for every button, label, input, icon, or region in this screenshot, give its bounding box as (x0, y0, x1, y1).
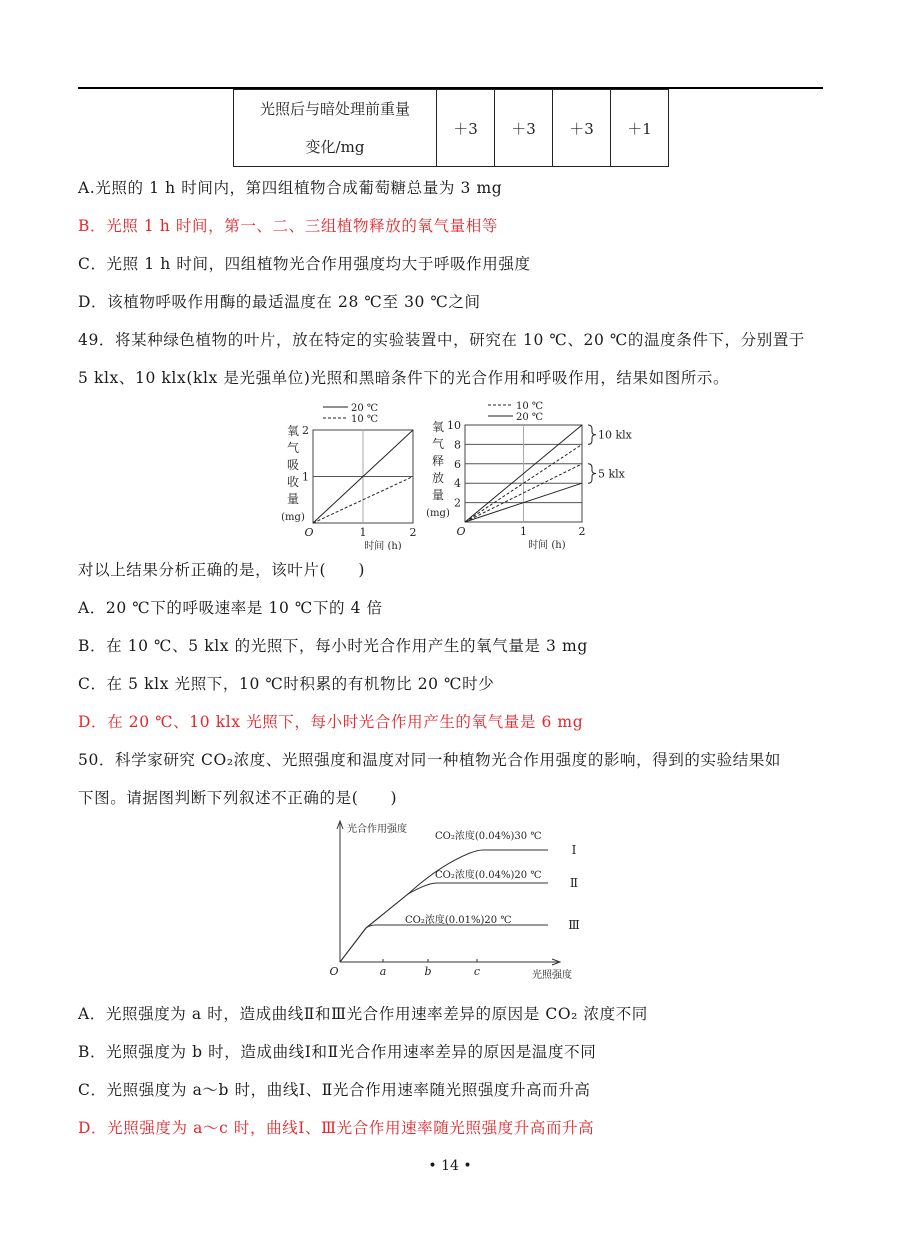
curve-number: Ⅱ (569, 876, 579, 890)
q50-stem-line1: 50．科学家研究 CO₂浓度、光照强度和温度对同一种植物光合作用强度的影响，得到的实验结果如 (78, 751, 782, 769)
x-tick-label: c (473, 965, 481, 978)
y-tick-label: 10 (447, 419, 461, 432)
q48-option-d: D．该植物呼吸作用酶的最适温度在 28 ℃至 30 ℃之间 (78, 293, 481, 311)
brace-icon (588, 464, 596, 483)
legend-label: 20 ℃ (516, 412, 544, 423)
chart-oxygen-absorption (275, 395, 435, 550)
x-axis-label: 时间 (h) (364, 541, 402, 550)
q49-option-d: D．在 20 ℃、10 klx 光照下，每小时光合作用产生的氧气量是 6 mg (78, 713, 584, 731)
x-axis-label: 时间 (h) (528, 540, 566, 550)
y-axis-label-char: 吸 (286, 458, 300, 472)
curve-label: CO₂浓度(0.04%)20 ℃ (435, 870, 542, 881)
q48-option-c: C．光照 1 h 时间，四组植物光合作用强度均大于呼吸作用强度 (78, 255, 531, 273)
q49-option-c: C．在 5 klx 光照下，10 ℃时积累的有机物比 20 ℃时少 (78, 675, 495, 693)
y-axis-label-char: 放 (431, 471, 445, 485)
table-row (234, 90, 669, 167)
q50-option-b: B．光照强度为 b 时，造成曲线Ⅰ和Ⅱ光合作用速率差异的原因是温度不同 (78, 1043, 597, 1061)
curve-label: CO₂浓度(0.04%)30 ℃ (435, 831, 542, 842)
y-tick-label: 2 (454, 496, 461, 510)
y-tick-label: 4 (454, 477, 461, 491)
y-tick-label: 6 (454, 457, 461, 471)
brace-icon (588, 425, 596, 444)
y-axis-label-unit: (mg) (426, 508, 450, 519)
x-tick-label: 2 (409, 526, 417, 539)
curve-1 (340, 850, 548, 962)
legend-label: 10 ℃ (516, 401, 544, 412)
q49-stem-line1: 49．将某种绿色植物的叶片，放在特定的实验装置中，研究在 10 ℃、20 ℃的温度条件下，分别置于 (78, 331, 806, 349)
origin-label: O (304, 526, 314, 539)
q49-option-b: B．在 10 ℃、5 klx 的光照下，每小时光合作用产生的氧气量是 3 mg (78, 637, 588, 655)
q48-option-a: A.光照的 1 h 时间内，第四组植物合成葡萄糖总量为 3 mg (78, 179, 503, 197)
y-axis-label-unit: (mg) (281, 512, 305, 523)
q50-option-c: C．光照强度为 a～b 时，曲线Ⅰ、Ⅱ光合作用速率随光照强度升高而升高 (78, 1081, 591, 1099)
q50-stem-line2: 下图。请据图判断下列叙述不正确的是( ) (78, 789, 398, 807)
y-axis-label-char: 收 (286, 475, 300, 489)
table-cell: ＋3 (437, 90, 495, 167)
y-axis-label-char: 氧 (286, 424, 300, 438)
annotation-label: 5 klx (598, 467, 625, 481)
y-axis-label-char: 释 (431, 454, 445, 468)
y-axis-label-char: 量 (431, 488, 445, 502)
q49-stem-line2: 5 klx、10 klx(klx 是光强单位)光照和黑暗条件下的光合作用和呼吸作用，结果如图所示。 (78, 369, 730, 387)
y-axis-label: 光合作用强度 (347, 824, 407, 835)
page-number: • 14 • (428, 1158, 472, 1174)
x-tick-label: b (424, 965, 432, 978)
row-header-line2: 变化/mg (305, 138, 365, 156)
x-tick-label: 2 (578, 525, 586, 538)
annotation-label: 10 klx (598, 428, 632, 442)
q48-option-b: B．光照 1 h 时间，第一、二、三组植物释放的氧气量相等 (78, 217, 498, 235)
table-cell: ＋3 (495, 90, 553, 167)
origin-label: O (329, 965, 339, 978)
q50-option-d: D．光照强度为 a～c 时，曲线Ⅰ、Ⅲ光合作用速率随光照强度升高而升高 (78, 1119, 595, 1137)
x-tick-label: 1 (520, 525, 527, 538)
y-axis-label-char: 气 (286, 441, 300, 455)
curve-number: Ⅲ (568, 918, 580, 932)
y-axis-label-char: 氧 (431, 420, 445, 434)
table-row-header (234, 90, 437, 167)
row-header-line1: 光照后与暗处理前重量 (259, 100, 410, 118)
y-axis-label-char: 量 (286, 492, 300, 506)
x-tick-label: 1 (359, 526, 367, 539)
curve-label: CO₂浓度(0.01%)20 ℃ (405, 915, 512, 926)
legend-label: 10 ℃ (351, 414, 379, 425)
curve-3 (340, 925, 548, 962)
data-table (233, 89, 669, 167)
table-cell: ＋1 (611, 90, 669, 167)
q49-prompt: 对以上结果分析正确的是，该叶片( ) (78, 561, 365, 579)
y-tick-label: 8 (454, 438, 461, 452)
chart-oxygen-release (420, 395, 635, 550)
x-tick-label: a (379, 965, 387, 978)
q50-option-a: A．光照强度为 a 时，造成曲线Ⅱ和Ⅲ光合作用速率差异的原因是 CO₂ 浓度不同 (78, 1005, 648, 1023)
curve-number: Ⅰ (571, 843, 577, 857)
y-tick-label: 1 (302, 470, 309, 484)
y-tick-label: 2 (302, 424, 309, 437)
q49-option-a: A．20 ℃下的呼吸速率是 10 ℃下的 4 倍 (78, 599, 383, 617)
chart-photosynthesis (320, 815, 600, 985)
y-axis-label-char: 气 (431, 437, 445, 451)
table-cell: ＋3 (553, 90, 611, 167)
legend-label: 20 ℃ (351, 403, 379, 414)
origin-label: O (456, 525, 466, 538)
x-axis-label: 光照强度 (532, 970, 572, 981)
